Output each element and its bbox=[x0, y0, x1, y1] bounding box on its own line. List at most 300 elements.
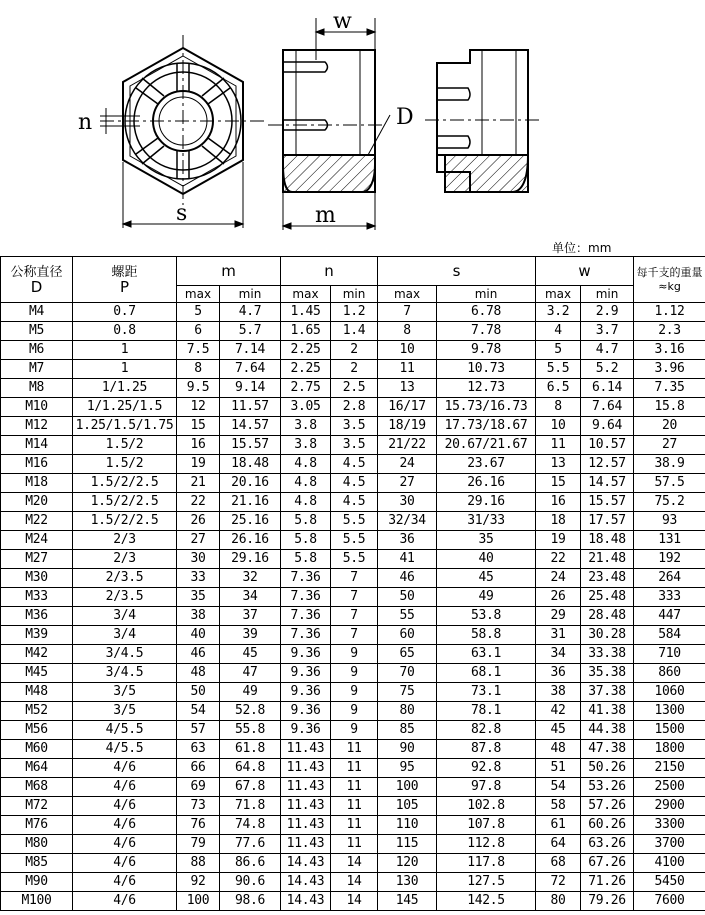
cell-p: 0.7 bbox=[73, 303, 177, 322]
cell-p: 1 bbox=[73, 341, 177, 360]
cell-weight: 447 bbox=[634, 607, 705, 626]
cell-n-min: 7 bbox=[331, 569, 378, 588]
cell-n-max: 9.36 bbox=[281, 664, 331, 683]
label-w: w bbox=[333, 9, 352, 34]
cell-w-max: 16 bbox=[536, 493, 581, 512]
cell-weight: 2900 bbox=[634, 797, 705, 816]
cell-s-min: 9.78 bbox=[437, 341, 536, 360]
cell-w-min: 15.57 bbox=[581, 493, 634, 512]
cell-m-max: 6 bbox=[177, 322, 220, 341]
cell-d: M18 bbox=[1, 474, 73, 493]
cell-w-max: 42 bbox=[536, 702, 581, 721]
cell-n-min: 7 bbox=[331, 626, 378, 645]
cell-n-min: 2.8 bbox=[331, 398, 378, 417]
cell-w-max: 48 bbox=[536, 740, 581, 759]
label-m: m bbox=[315, 203, 336, 228]
cell-w-max: 11 bbox=[536, 436, 581, 455]
cell-m-max: 69 bbox=[177, 778, 220, 797]
cell-s-max: 41 bbox=[378, 550, 437, 569]
cell-s-min: 82.8 bbox=[437, 721, 536, 740]
cell-n-min: 14 bbox=[331, 854, 378, 873]
cell-s-min: 58.8 bbox=[437, 626, 536, 645]
cell-w-min: 71.26 bbox=[581, 873, 634, 892]
table-row bbox=[1, 664, 705, 683]
cell-p: 2/3 bbox=[73, 531, 177, 550]
cell-m-max: 7.5 bbox=[177, 341, 220, 360]
nut-technical-drawing bbox=[0, 0, 705, 238]
table-row bbox=[1, 645, 705, 664]
cell-w-min: 17.57 bbox=[581, 512, 634, 531]
table-row bbox=[1, 892, 705, 911]
cell-weight: 2.3 bbox=[634, 322, 705, 341]
cell-m-max: 5 bbox=[177, 303, 220, 322]
header-s: s bbox=[378, 257, 536, 286]
cell-s-max: 16/17 bbox=[378, 398, 437, 417]
cell-m-max: 33 bbox=[177, 569, 220, 588]
cell-s-max: 21/22 bbox=[378, 436, 437, 455]
cell-w-min: 63.26 bbox=[581, 835, 634, 854]
cell-w-max: 34 bbox=[536, 645, 581, 664]
cell-n-min: 11 bbox=[331, 778, 378, 797]
cell-s-max: 32/34 bbox=[378, 512, 437, 531]
cell-d: M27 bbox=[1, 550, 73, 569]
cell-n-max: 1.45 bbox=[281, 303, 331, 322]
cell-n-max: 2.25 bbox=[281, 341, 331, 360]
cell-w-min: 23.48 bbox=[581, 569, 634, 588]
cell-s-max: 27 bbox=[378, 474, 437, 493]
cell-w-max: 80 bbox=[536, 892, 581, 911]
cell-m-min: 64.8 bbox=[220, 759, 281, 778]
cell-n-max: 11.43 bbox=[281, 797, 331, 816]
cell-d: M52 bbox=[1, 702, 73, 721]
cell-n-max: 3.8 bbox=[281, 436, 331, 455]
cell-w-min: 3.7 bbox=[581, 322, 634, 341]
cell-m-min: 71.8 bbox=[220, 797, 281, 816]
cell-m-max: 8 bbox=[177, 360, 220, 379]
cell-n-min: 7 bbox=[331, 607, 378, 626]
cell-n-min: 1.4 bbox=[331, 322, 378, 341]
cell-n-max: 4.8 bbox=[281, 455, 331, 474]
cell-m-max: 38 bbox=[177, 607, 220, 626]
cell-weight: 4100 bbox=[634, 854, 705, 873]
cell-s-min: 97.8 bbox=[437, 778, 536, 797]
table-row bbox=[1, 797, 705, 816]
cell-n-min: 11 bbox=[331, 835, 378, 854]
cell-m-min: 14.57 bbox=[220, 417, 281, 436]
table-row bbox=[1, 721, 705, 740]
cell-w-max: 72 bbox=[536, 873, 581, 892]
cell-n-max: 7.36 bbox=[281, 588, 331, 607]
cell-s-max: 50 bbox=[378, 588, 437, 607]
header-w: w bbox=[536, 257, 634, 286]
cell-s-max: 90 bbox=[378, 740, 437, 759]
cell-m-min: 25.16 bbox=[220, 512, 281, 531]
cell-m-max: 26 bbox=[177, 512, 220, 531]
cell-w-min: 30.28 bbox=[581, 626, 634, 645]
cell-d: M7 bbox=[1, 360, 73, 379]
cell-m-min: 55.8 bbox=[220, 721, 281, 740]
cell-s-min: 29.16 bbox=[437, 493, 536, 512]
cell-s-min: 35 bbox=[437, 531, 536, 550]
table-row bbox=[1, 778, 705, 797]
cell-m-min: 34 bbox=[220, 588, 281, 607]
table-row bbox=[1, 816, 705, 835]
cell-p: 1.5/2/2.5 bbox=[73, 512, 177, 531]
cell-p: 4/6 bbox=[73, 854, 177, 873]
cell-p: 1.5/2/2.5 bbox=[73, 474, 177, 493]
cell-m-min: 32 bbox=[220, 569, 281, 588]
cell-d: M14 bbox=[1, 436, 73, 455]
cell-w-min: 79.26 bbox=[581, 892, 634, 911]
cell-s-min: 92.8 bbox=[437, 759, 536, 778]
cell-n-max: 5.8 bbox=[281, 531, 331, 550]
d-leader bbox=[368, 115, 390, 155]
cell-s-min: 6.78 bbox=[437, 303, 536, 322]
cell-n-min: 11 bbox=[331, 797, 378, 816]
cell-m-max: 19 bbox=[177, 455, 220, 474]
header-m-min: min bbox=[220, 286, 281, 303]
cell-n-max: 1.65 bbox=[281, 322, 331, 341]
cell-p: 1.5/2 bbox=[73, 455, 177, 474]
cell-n-min: 9 bbox=[331, 721, 378, 740]
cell-s-max: 8 bbox=[378, 322, 437, 341]
cell-s-min: 68.1 bbox=[437, 664, 536, 683]
cell-m-max: 73 bbox=[177, 797, 220, 816]
cell-w-max: 5.5 bbox=[536, 360, 581, 379]
cell-w-min: 44.38 bbox=[581, 721, 634, 740]
header-n: n bbox=[281, 257, 378, 286]
cell-n-max: 2.25 bbox=[281, 360, 331, 379]
cell-n-max: 14.43 bbox=[281, 854, 331, 873]
cell-s-max: 145 bbox=[378, 892, 437, 911]
table-row bbox=[1, 341, 705, 360]
cell-s-max: 115 bbox=[378, 835, 437, 854]
cell-s-min: 26.16 bbox=[437, 474, 536, 493]
cell-p: 1.5/2 bbox=[73, 436, 177, 455]
cell-p: 4/6 bbox=[73, 873, 177, 892]
cell-w-max: 58 bbox=[536, 797, 581, 816]
cell-s-max: 46 bbox=[378, 569, 437, 588]
cell-weight: 27 bbox=[634, 436, 705, 455]
cell-weight: 333 bbox=[634, 588, 705, 607]
cell-m-min: 67.8 bbox=[220, 778, 281, 797]
cell-n-min: 11 bbox=[331, 740, 378, 759]
cell-d: M72 bbox=[1, 797, 73, 816]
side-view-section bbox=[268, 50, 385, 192]
cell-d: M8 bbox=[1, 379, 73, 398]
cell-weight: 1.12 bbox=[634, 303, 705, 322]
cell-weight: 1800 bbox=[634, 740, 705, 759]
cell-m-max: 57 bbox=[177, 721, 220, 740]
cell-m-min: 4.7 bbox=[220, 303, 281, 322]
cell-w-min: 7.64 bbox=[581, 398, 634, 417]
cell-weight: 710 bbox=[634, 645, 705, 664]
cell-d: M36 bbox=[1, 607, 73, 626]
cell-s-max: 65 bbox=[378, 645, 437, 664]
cell-m-min: 52.8 bbox=[220, 702, 281, 721]
table-row bbox=[1, 740, 705, 759]
cell-n-max: 3.05 bbox=[281, 398, 331, 417]
cell-w-max: 29 bbox=[536, 607, 581, 626]
cell-w-max: 8 bbox=[536, 398, 581, 417]
cell-s-min: 17.73/18.67 bbox=[437, 417, 536, 436]
cell-m-min: 9.14 bbox=[220, 379, 281, 398]
header-n-max: max bbox=[281, 286, 331, 303]
cell-p: 3/5 bbox=[73, 683, 177, 702]
cell-w-min: 50.26 bbox=[581, 759, 634, 778]
cell-w-min: 41.38 bbox=[581, 702, 634, 721]
cell-w-min: 57.26 bbox=[581, 797, 634, 816]
cell-n-max: 3.8 bbox=[281, 417, 331, 436]
unit-label: 单位：mm bbox=[552, 241, 612, 255]
cell-m-min: 86.6 bbox=[220, 854, 281, 873]
cell-m-max: 12 bbox=[177, 398, 220, 417]
cell-s-min: 45 bbox=[437, 569, 536, 588]
cell-w-min: 53.26 bbox=[581, 778, 634, 797]
cell-p: 4/5.5 bbox=[73, 740, 177, 759]
cell-d: M90 bbox=[1, 873, 73, 892]
cell-s-min: 112.8 bbox=[437, 835, 536, 854]
cell-weight: 5450 bbox=[634, 873, 705, 892]
cell-m-min: 21.16 bbox=[220, 493, 281, 512]
table-row bbox=[1, 854, 705, 873]
cell-weight: 93 bbox=[634, 512, 705, 531]
cell-w-min: 37.38 bbox=[581, 683, 634, 702]
cell-m-min: 98.6 bbox=[220, 892, 281, 911]
cell-s-min: 142.5 bbox=[437, 892, 536, 911]
cell-m-max: 30 bbox=[177, 550, 220, 569]
table-row bbox=[1, 550, 705, 569]
cell-n-max: 9.36 bbox=[281, 683, 331, 702]
cell-m-min: 18.48 bbox=[220, 455, 281, 474]
cell-weight: 584 bbox=[634, 626, 705, 645]
cell-s-max: 11 bbox=[378, 360, 437, 379]
cell-p: 1/1.25 bbox=[73, 379, 177, 398]
cell-n-max: 5.8 bbox=[281, 512, 331, 531]
cell-d: M85 bbox=[1, 854, 73, 873]
cell-weight: 131 bbox=[634, 531, 705, 550]
cell-weight: 1500 bbox=[634, 721, 705, 740]
table-row bbox=[1, 569, 705, 588]
cell-m-min: 20.16 bbox=[220, 474, 281, 493]
header-weight: 每千支的重量≈kg bbox=[634, 257, 705, 303]
table-row bbox=[1, 455, 705, 474]
cell-p: 3/4 bbox=[73, 626, 177, 645]
cell-w-max: 24 bbox=[536, 569, 581, 588]
cell-m-max: 27 bbox=[177, 531, 220, 550]
cell-d: M24 bbox=[1, 531, 73, 550]
cell-m-max: 22 bbox=[177, 493, 220, 512]
cell-m-max: 76 bbox=[177, 816, 220, 835]
cell-n-min: 2 bbox=[331, 360, 378, 379]
cell-m-min: 39 bbox=[220, 626, 281, 645]
cell-w-min: 47.38 bbox=[581, 740, 634, 759]
cell-s-max: 36 bbox=[378, 531, 437, 550]
cell-s-min: 87.8 bbox=[437, 740, 536, 759]
right-view-section bbox=[425, 50, 540, 192]
cell-p: 1/1.25/1.5 bbox=[73, 398, 177, 417]
cell-s-min: 73.1 bbox=[437, 683, 536, 702]
table-row bbox=[1, 531, 705, 550]
cell-w-max: 26 bbox=[536, 588, 581, 607]
cell-d: M45 bbox=[1, 664, 73, 683]
cell-w-min: 14.57 bbox=[581, 474, 634, 493]
cell-weight: 38.9 bbox=[634, 455, 705, 474]
cell-p: 3/4 bbox=[73, 607, 177, 626]
cell-w-min: 9.64 bbox=[581, 417, 634, 436]
cell-s-max: 75 bbox=[378, 683, 437, 702]
cell-p: 1.25/1.5/1.75 bbox=[73, 417, 177, 436]
cell-weight: 57.5 bbox=[634, 474, 705, 493]
cell-n-min: 9 bbox=[331, 664, 378, 683]
cell-m-min: 77.6 bbox=[220, 835, 281, 854]
cell-p: 2/3 bbox=[73, 550, 177, 569]
cell-s-max: 100 bbox=[378, 778, 437, 797]
table-row bbox=[1, 379, 705, 398]
cell-n-max: 9.36 bbox=[281, 645, 331, 664]
cell-w-max: 38 bbox=[536, 683, 581, 702]
cell-d: M6 bbox=[1, 341, 73, 360]
table-row bbox=[1, 360, 705, 379]
cell-m-min: 47 bbox=[220, 664, 281, 683]
header-m: m bbox=[177, 257, 281, 286]
cell-s-max: 60 bbox=[378, 626, 437, 645]
label-s: s bbox=[176, 201, 188, 226]
cell-m-min: 26.16 bbox=[220, 531, 281, 550]
cell-p: 1.5/2/2.5 bbox=[73, 493, 177, 512]
cell-m-min: 11.57 bbox=[220, 398, 281, 417]
cell-w-max: 5 bbox=[536, 341, 581, 360]
cell-d: M12 bbox=[1, 417, 73, 436]
cell-weight: 3300 bbox=[634, 816, 705, 835]
cell-s-max: 55 bbox=[378, 607, 437, 626]
cell-w-min: 21.48 bbox=[581, 550, 634, 569]
cell-w-max: 6.5 bbox=[536, 379, 581, 398]
cell-w-max: 45 bbox=[536, 721, 581, 740]
cell-n-max: 5.8 bbox=[281, 550, 331, 569]
cell-m-max: 16 bbox=[177, 436, 220, 455]
cell-s-min: 53.8 bbox=[437, 607, 536, 626]
cell-n-max: 11.43 bbox=[281, 816, 331, 835]
cell-n-min: 3.5 bbox=[331, 436, 378, 455]
header-w-max: max bbox=[536, 286, 581, 303]
cell-weight: 264 bbox=[634, 569, 705, 588]
header-d-cn: 公称直径 bbox=[10, 264, 63, 280]
cell-n-min: 1.2 bbox=[331, 303, 378, 322]
label-d: D bbox=[396, 105, 414, 130]
table-row bbox=[1, 512, 705, 531]
cell-d: M76 bbox=[1, 816, 73, 835]
cell-m-max: 50 bbox=[177, 683, 220, 702]
cell-s-min: 117.8 bbox=[437, 854, 536, 873]
cell-s-max: 130 bbox=[378, 873, 437, 892]
table-body bbox=[1, 303, 705, 911]
cell-n-min: 2 bbox=[331, 341, 378, 360]
table-row bbox=[1, 873, 705, 892]
cell-m-max: 35 bbox=[177, 588, 220, 607]
cell-s-min: 63.1 bbox=[437, 645, 536, 664]
cell-m-min: 5.7 bbox=[220, 322, 281, 341]
cell-n-max: 11.43 bbox=[281, 835, 331, 854]
cell-m-min: 45 bbox=[220, 645, 281, 664]
cell-w-min: 25.48 bbox=[581, 588, 634, 607]
cell-s-max: 105 bbox=[378, 797, 437, 816]
cell-n-max: 7.36 bbox=[281, 607, 331, 626]
cell-p: 4/6 bbox=[73, 835, 177, 854]
cell-s-max: 13 bbox=[378, 379, 437, 398]
cell-n-min: 4.5 bbox=[331, 474, 378, 493]
table-row bbox=[1, 398, 705, 417]
cell-p: 4/6 bbox=[73, 892, 177, 911]
cell-s-max: 7 bbox=[378, 303, 437, 322]
header-d bbox=[1, 257, 73, 303]
cell-d: M10 bbox=[1, 398, 73, 417]
cell-p: 0.8 bbox=[73, 322, 177, 341]
cell-n-max: 11.43 bbox=[281, 740, 331, 759]
cell-n-max: 7.36 bbox=[281, 569, 331, 588]
cell-n-min: 5.5 bbox=[331, 512, 378, 531]
cell-d: M30 bbox=[1, 569, 73, 588]
cell-p: 2/3.5 bbox=[73, 588, 177, 607]
cell-w-max: 54 bbox=[536, 778, 581, 797]
cell-n-min: 5.5 bbox=[331, 531, 378, 550]
cell-w-min: 33.38 bbox=[581, 645, 634, 664]
cell-weight: 7.35 bbox=[634, 379, 705, 398]
table-row bbox=[1, 303, 705, 322]
cell-p: 2/3.5 bbox=[73, 569, 177, 588]
cell-w-min: 60.26 bbox=[581, 816, 634, 835]
cell-d: M4 bbox=[1, 303, 73, 322]
header-w-min: min bbox=[581, 286, 634, 303]
cell-w-min: 5.2 bbox=[581, 360, 634, 379]
cell-m-max: 100 bbox=[177, 892, 220, 911]
cell-w-min: 67.26 bbox=[581, 854, 634, 873]
cell-weight: 20 bbox=[634, 417, 705, 436]
cell-n-min: 7 bbox=[331, 588, 378, 607]
cell-m-min: 7.64 bbox=[220, 360, 281, 379]
cell-m-min: 37 bbox=[220, 607, 281, 626]
cell-p: 3/4.5 bbox=[73, 664, 177, 683]
cell-n-min: 14 bbox=[331, 873, 378, 892]
cell-w-max: 31 bbox=[536, 626, 581, 645]
cell-d: M42 bbox=[1, 645, 73, 664]
nut-spec-table bbox=[0, 256, 705, 911]
cell-n-max: 2.75 bbox=[281, 379, 331, 398]
cell-m-max: 48 bbox=[177, 664, 220, 683]
cell-m-min: 7.14 bbox=[220, 341, 281, 360]
cell-d: M100 bbox=[1, 892, 73, 911]
cell-s-min: 102.8 bbox=[437, 797, 536, 816]
table-row bbox=[1, 835, 705, 854]
cell-s-max: 18/19 bbox=[378, 417, 437, 436]
cell-p: 4/6 bbox=[73, 778, 177, 797]
cell-weight: 7600 bbox=[634, 892, 705, 911]
cell-n-min: 14 bbox=[331, 892, 378, 911]
cell-m-max: 21 bbox=[177, 474, 220, 493]
cell-d: M48 bbox=[1, 683, 73, 702]
cell-d: M22 bbox=[1, 512, 73, 531]
cell-n-min: 2.5 bbox=[331, 379, 378, 398]
header-d-sym: D bbox=[30, 277, 43, 296]
cell-s-min: 15.73/16.73 bbox=[437, 398, 536, 417]
cell-s-min: 7.78 bbox=[437, 322, 536, 341]
cell-w-max: 68 bbox=[536, 854, 581, 873]
cell-d: M68 bbox=[1, 778, 73, 797]
cell-w-max: 4 bbox=[536, 322, 581, 341]
cell-w-min: 28.48 bbox=[581, 607, 634, 626]
cell-m-max: 92 bbox=[177, 873, 220, 892]
cell-m-max: 88 bbox=[177, 854, 220, 873]
